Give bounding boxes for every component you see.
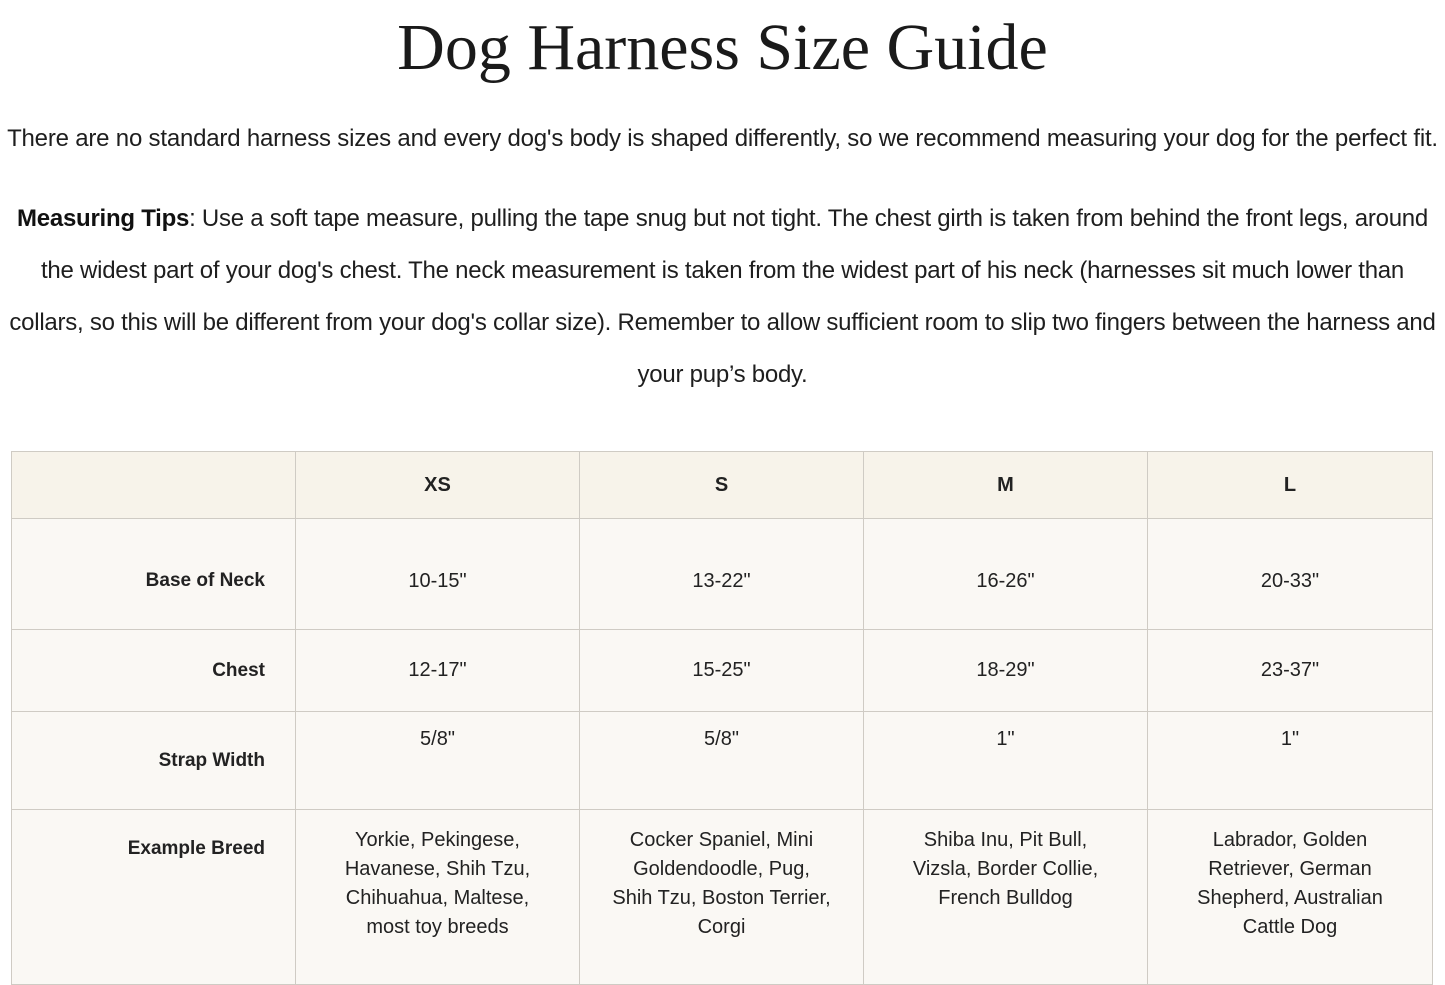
table-row-strap-width [12, 712, 1433, 810]
cell-chest-s: 15-25" [580, 630, 864, 712]
breed-text-l: Labrador, Golden Retriever, German Shepherd, Australian Cattle Dog [1197, 829, 1383, 938]
cell-strap-m: 1" [864, 712, 1148, 810]
cell-breed-xs [296, 810, 580, 985]
cell-breed-l [1148, 810, 1433, 985]
table-header-empty-cell [12, 452, 296, 519]
breed-text-s: Cocker Spaniel, Mini Goldendoodle, Pug, Shih Tzu, Boston Terrier, Corgi [612, 829, 831, 938]
column-header-s: S [580, 452, 864, 519]
cell-chest-l: 23-37" [1148, 630, 1433, 712]
intro-paragraph: There are no standard harness sizes and every dog's body is shaped differently, so we recommend measuring your dog for the perfect fit. [7, 125, 1438, 152]
cell-neck-xs: 10-15" [296, 519, 580, 630]
measuring-tips-paragraph [8, 193, 1437, 401]
cell-neck-s: 13-22" [580, 519, 864, 630]
cell-chest-m: 18-29" [864, 630, 1148, 712]
table-row-base-of-neck [12, 519, 1433, 630]
size-table [11, 451, 1433, 985]
row-label-chest: Chest [12, 630, 296, 712]
page-title: Dog Harness Size Guide [397, 11, 1048, 84]
cell-breed-m [864, 810, 1148, 985]
column-header-xs: XS [296, 452, 580, 519]
measuring-tips-text: : Use a soft tape measure, pulling the tape snug but not tight. The chest girth is taken from behind the front legs, around the widest part of your dog's chest. The neck measurement is taken from the widest part of his neck (harnesses sit much lower than collars, so this will be different from your dog's collar size). Remember to allow sufficient room to slip two fingers between the harness and your pup’s body. [9, 205, 1436, 388]
breed-text-m: Shiba Inu, Pit Bull, Vizsla, Border Collie, French Bulldog [912, 829, 1099, 909]
cell-neck-m: 16-26" [864, 519, 1148, 630]
row-label-base-of-neck: Base of Neck [12, 519, 296, 630]
column-header-m: M [864, 452, 1148, 519]
cell-strap-l: 1" [1148, 712, 1433, 810]
breed-text-xs: Yorkie, Pekingese, Havanese, Shih Tzu, Chihuahua, Maltese, most toy breeds [344, 829, 531, 938]
cell-chest-xs: 12-17" [296, 630, 580, 712]
table-header-row [12, 452, 1433, 519]
measuring-tips-label: Measuring Tips [17, 205, 190, 232]
cell-strap-s: 5/8" [580, 712, 864, 810]
cell-strap-xs: 5/8" [296, 712, 580, 810]
row-label-strap-width: Strap Width [12, 712, 296, 810]
column-header-l: L [1148, 452, 1433, 519]
table-row-example-breed [12, 810, 1433, 985]
cell-breed-s [580, 810, 864, 985]
table-row-chest [12, 630, 1433, 712]
row-label-example-breed: Example Breed [12, 810, 296, 985]
cell-neck-l: 20-33" [1148, 519, 1433, 630]
